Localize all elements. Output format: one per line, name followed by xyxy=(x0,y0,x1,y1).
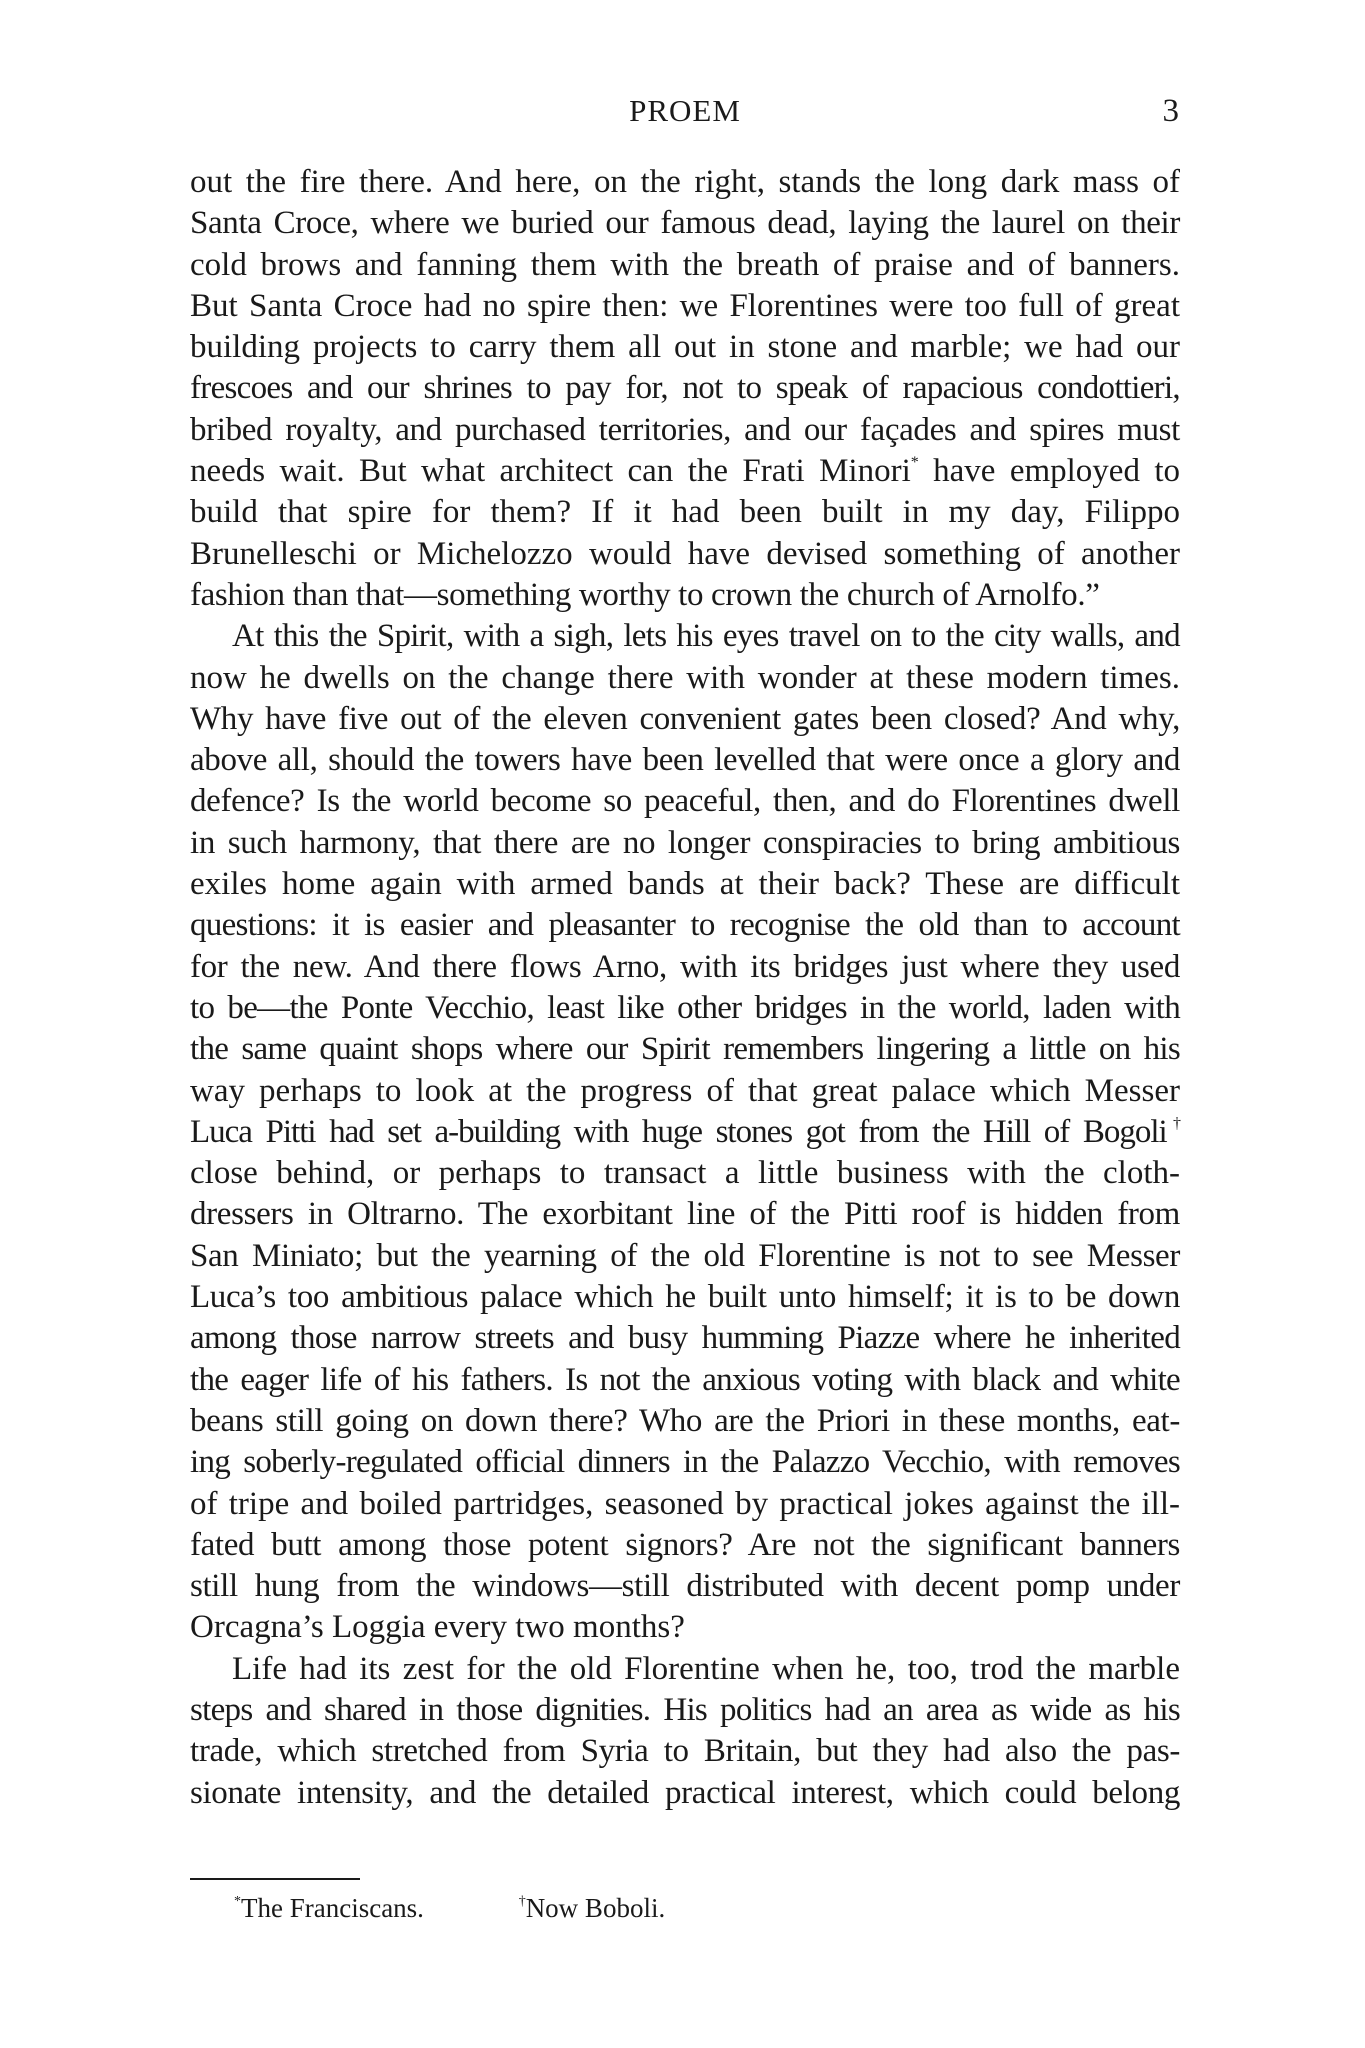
footnote-boboli xyxy=(519,1893,666,1924)
text-line: among those narrow streets and busy humming Piazze where he inherited xyxy=(190,1320,1180,1357)
body-text xyxy=(190,162,1180,1814)
running-title: PROEM xyxy=(629,93,741,128)
text-line: way perhaps to look at the progress of that great palace which Messer xyxy=(190,1072,1180,1109)
text-line: building projects to carry them all out in stone and marble; we had our xyxy=(190,329,1180,366)
footnote-text: Now Boboli. xyxy=(525,1893,666,1923)
text-line: above all, should the towers have been levelled that were once a glory and xyxy=(190,742,1180,779)
footnote-rule xyxy=(190,1878,360,1880)
text-line: ing soberly-regulated official dinners in the Palazzo Vecchio, with removes xyxy=(190,1444,1180,1481)
text-line: now he dwells on the change there with wonder at these modern times. xyxy=(190,659,1180,696)
text-line: Santa Croce, where we buried our famous dead, laying the laurel on their xyxy=(190,205,1180,242)
text-line: questions: it is easier and pleasanter to recognise the old than to account xyxy=(190,907,1180,944)
text-line: fated butt among those potent signors? Are not the significant banners xyxy=(190,1526,1180,1563)
text-line: build that spire for them? If it had been built in my day, Filippo xyxy=(190,494,1180,531)
footnotes xyxy=(234,1893,665,1924)
text-line: Luca Pitti had set a-building with huge stones got from the Hill of Bogoli† xyxy=(190,1113,1181,1150)
text-line: steps and shared in those dignities. His politics had an area as wide as his xyxy=(190,1691,1180,1728)
text-line: Orcagna’s Loggia every two months? xyxy=(190,1609,685,1646)
footnote-mark: * xyxy=(234,1894,241,1909)
text-line: San Miniato; but the yearning of the old Florentine is not to see Messer xyxy=(190,1237,1180,1274)
text-line: sionate intensity, and the detailed practical interest, which could belong xyxy=(190,1774,1180,1811)
text-line: But Santa Croce had no spire then: we Florentines were too full of great xyxy=(190,287,1180,324)
text-line: Luca’s too ambitious palace which he built unto himself; it is to be down xyxy=(190,1279,1180,1316)
text-line: Life had its zest for the old Florentine when he, too, trod the marble xyxy=(232,1650,1180,1687)
text-line: in such harmony, that there are no longer conspiracies to bring ambitious xyxy=(190,824,1180,861)
text-line: At this the Spirit, with a sigh, lets his eyes travel on to the city walls, and xyxy=(232,618,1180,655)
text-line: beans still going on down there? Who are the Priori in these months, eat- xyxy=(190,1402,1180,1439)
text-line: the same quaint shops where our Spirit remembers lingering a little on his xyxy=(190,1031,1180,1068)
text-line: cold brows and fanning them with the breath of praise and of banners. xyxy=(190,246,1180,283)
page-number: 3 xyxy=(1162,93,1180,129)
text-line: out the fire there. And here, on the right, stands the long dark mass of xyxy=(190,164,1180,200)
text-line: Why have five out of the eleven convenient gates been closed? And why, xyxy=(190,700,1180,737)
paragraph-2 xyxy=(190,616,1180,1648)
footnote-marker: * xyxy=(910,454,919,472)
footnote-mark: † xyxy=(518,1894,526,1909)
text-line: frescoes and our shrines to pay for, not to speak of rapacious condottieri, xyxy=(190,370,1180,407)
text-line: still hung from the windows—still distributed with decent pomp under xyxy=(190,1568,1180,1605)
text-line: dressers in Oltrarno. The exorbitant line of the Pitti roof is hidden from xyxy=(190,1196,1180,1233)
paragraph-1 xyxy=(190,162,1180,616)
text-line: the eager life of his fathers. Is not the anxious voting with black and white xyxy=(190,1361,1180,1398)
text-line: to be—the Ponte Vecchio, least like other bridges in the world, laden with xyxy=(190,989,1180,1026)
text-line: of tripe and boiled partridges, seasoned by practical jokes against the ill- xyxy=(190,1485,1180,1522)
text-line: fashion than that—something worthy to crown the church of Arnolfo.” xyxy=(190,576,1100,613)
text-line: close behind, or perhaps to transact a little business with the cloth- xyxy=(190,1155,1180,1192)
footnote-marker: † xyxy=(1166,1114,1181,1132)
footnote-franciscans xyxy=(234,1893,424,1924)
text-line: needs wait. But what architect can the Frati Minori* have employed to xyxy=(190,453,1181,490)
text-line: Brunelleschi or Michelozzo would have devised something of another xyxy=(190,535,1180,572)
book-page xyxy=(190,0,1180,2048)
running-head xyxy=(190,93,1180,133)
text-line: defence? Is the world become so peaceful, then, and do Florentines dwell xyxy=(190,783,1180,820)
text-line: exiles home again with armed bands at their back? These are difficult xyxy=(190,866,1180,903)
text-line: bribed royalty, and purchased territories, and our façades and spires must xyxy=(190,411,1180,448)
footnote-text: The Franciscans. xyxy=(241,1893,424,1923)
text-line: trade, which stretched from Syria to Britain, but they had also the pas- xyxy=(190,1733,1180,1770)
text-line: for the new. And there flows Arno, with its bridges just where they used xyxy=(190,948,1180,985)
paragraph-3 xyxy=(190,1649,1180,1814)
